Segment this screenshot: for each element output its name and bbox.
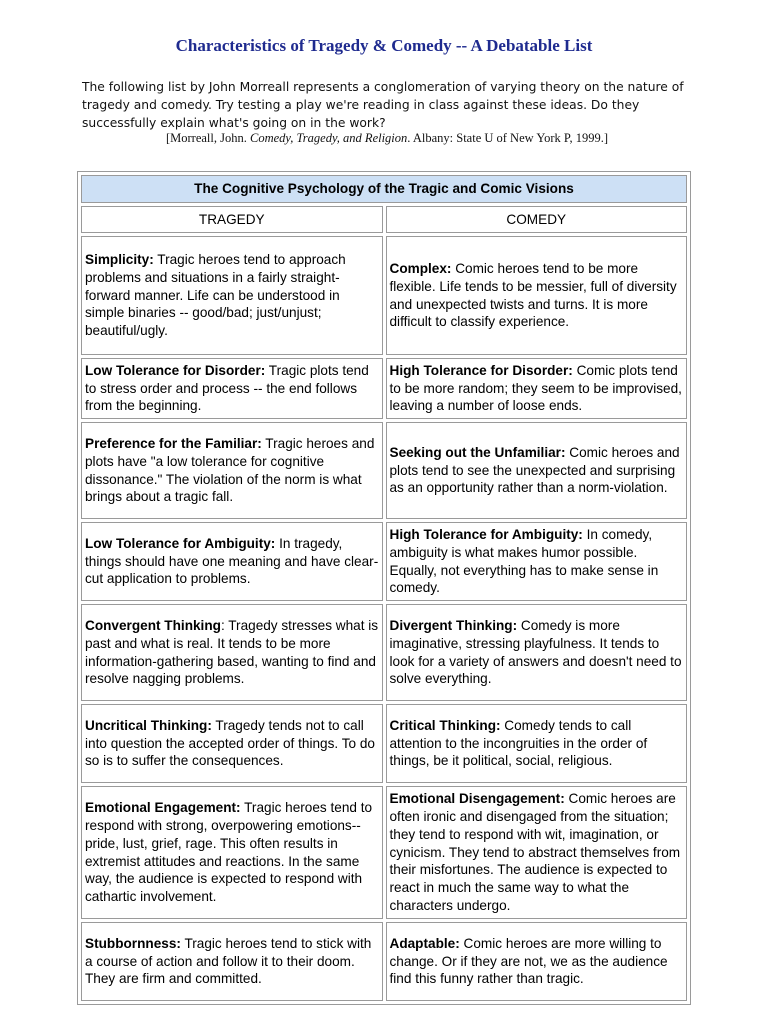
tragedy-cell [81,236,383,355]
comedy-cell [386,522,688,601]
comedy-description: Comic plots tend to be more random; they seem to be improvised, leaving a number of loose ends. [389,362,682,414]
comedy-cell [386,358,688,419]
table-row [81,422,687,519]
column-header-comedy: COMEDY [386,206,688,233]
tragedy-description: Tragic heroes tend to stick with a course of action and follow it to their doom. They are firm and committed. [85,935,372,987]
comedy-cell [386,786,688,919]
tragedy-term: Low Tolerance for Disorder: [85,362,266,378]
column-header-tragedy: TRAGEDY [81,206,383,233]
comedy-term: High Tolerance for Ambiguity: [389,526,583,542]
comedy-term: Critical Thinking: [389,717,501,733]
comedy-description: Comedy is more imaginative, stressing playfulness. It tends to look for a variety of answers and doesn't need to solve everything. [389,617,682,687]
comedy-term: Seeking out the Unfamiliar: [389,444,566,460]
table-row [81,358,687,419]
tragedy-description: Tragedy tends not to call into question the accepted order of things. To do so is to suffer the consequences. [85,717,375,769]
tragedy-description: Tragic plots tend to stress order and process -- the end follows from the beginning. [85,362,369,414]
table-row [81,236,687,355]
tragedy-cell [81,422,383,519]
tragedy-term: Low Tolerance for Ambiguity: [85,535,276,551]
tragedy-cell [81,522,383,601]
citation-book-title: Comedy, Tragedy, and Religion [250,131,408,145]
table-header-row [81,175,687,203]
page-title: Characteristics of Tragedy & Comedy -- A Debatable List [175,36,593,55]
tragedy-cell [81,786,383,919]
comedy-description: In comedy, ambiguity is what makes humor possible. Equally, not everything has to make sense in comedy. [389,526,659,596]
comedy-cell [386,604,688,701]
tragedy-term: Simplicity: [85,251,154,267]
tragedy-description: Tragic heroes tend to respond with strong, overpowering emotions--pride, lust, grief, rage. This often results in extremist attitudes and reactions. In the same way, the audience is expected to respond with cathartic involvement. [85,799,373,905]
comedy-description: Comic heroes and plots tend to see the unexpected and surprising as an opportunity rather than a norm-violation. [389,444,680,496]
comedy-cell [386,422,688,519]
tragedy-cell [81,704,383,783]
tragedy-term: Convergent Thinking [85,617,221,633]
intro-paragraph: The following list by John Morreall represents a conglomeration of varying theory on the nature of tragedy and comedy. Try testing a play we're reading in class against these ideas. Do they successfully explain what's going on in the work? [82,80,684,130]
citation-post: . Albany: State U of New York P, 1999.] [407,131,608,145]
tragedy-description: Tragic heroes tend to approach problems and situations in a fairly straight-forward manner. Life can be understood in simple binaries -- good/bad; just/unjust; beautiful/ugly. [85,251,346,339]
comedy-description: Comic heroes are more willing to change. Or if they are not, we as the audience find this funny rather than tragic. [389,935,668,987]
comedy-cell [386,922,688,1001]
citation-pre: [Morreall, John. [165,131,250,145]
tragedy-description: In tragedy, things should have one meaning and have clear-cut application to problems. [85,535,379,587]
table-row [81,786,687,919]
table-title: The Cognitive Psychology of the Tragic and Comic Visions [81,175,687,203]
tragedy-description: : Tragedy stresses what is past and what is real. It tends to be more information-gathering based, wanting to find and resolve nagging problems. [85,617,379,687]
tragedy-term: Uncritical Thinking: [85,717,212,733]
tragedy-description: Tragic heroes and plots have "a low tolerance for cognitive dissonance." The violation of the norm is what brings about a tragic fall. [85,435,375,505]
comedy-term: Divergent Thinking: [389,617,518,633]
tragedy-term: Emotional Engagement: [85,799,241,815]
comedy-description: Comic heroes are often ironic and disengaged from the situation; they tend to respond with wit, imagination, or cynicism. They tend to abstract themselves from their misfortunes. The audience is expected to react in much the same way to what the characters undergo. [389,790,681,914]
tragedy-term: Preference for the Familiar: [85,435,262,451]
comparison-table [77,171,691,1005]
comedy-term: Adaptable: [389,935,460,951]
comedy-description: Comedy tends to call attention to the incongruities in the order of things, be it political, social, religious. [389,717,648,769]
citation [82,131,692,146]
comedy-description: Comic heroes tend to be more flexible. Life tends to be messier, full of diversity and unexpected twists and turns. It is more difficult to classify experience. [389,260,677,330]
comedy-term: Emotional Disengagement: [389,790,565,806]
comedy-term: High Tolerance for Disorder: [389,362,573,378]
table-row [81,522,687,601]
column-header-row [81,206,687,233]
tragedy-cell [81,358,383,419]
table-row [81,604,687,701]
comedy-cell [386,704,688,783]
tragedy-cell [81,604,383,701]
comedy-term: Complex: [389,260,452,276]
tragedy-term: Stubbornness: [85,935,181,951]
tragedy-cell [81,922,383,1001]
table-row [81,704,687,783]
table-row [81,922,687,1001]
comedy-cell [386,236,688,355]
